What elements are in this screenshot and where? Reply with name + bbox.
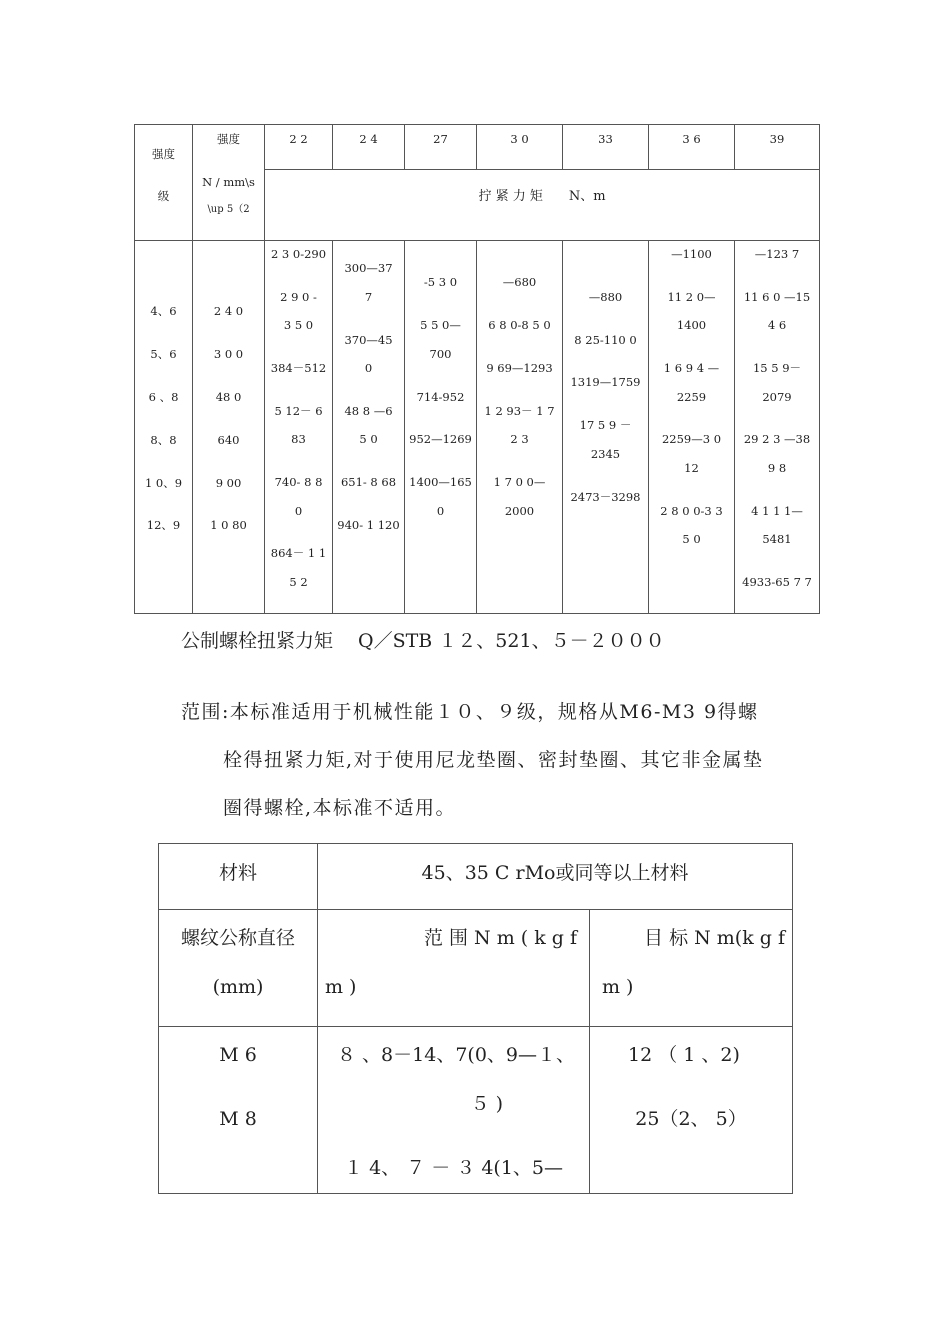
range-column: ８ 、8－14、7(0、9—１、 ５ ) １ 4、 ７ － ３ 4(1、5— bbox=[318, 1027, 590, 1194]
scope-line: 圈得螺栓,本标准不适用。 bbox=[223, 797, 457, 819]
torque-column-39: —123 7 11 6 0 —15 4 6 15 5 9－ 2079 29 2 3 —38 9 8 4 1 1 1— 5481 4933-65 7 7 bbox=[735, 241, 820, 614]
size-header: 27 bbox=[405, 125, 477, 170]
torque-column-27: -5 3 0 5 5 0— 700 714-952 952—1269 1400—165 0 bbox=[405, 241, 477, 614]
torque-column-30: —680 6 8 0-8 5 0 9 69—1293 1 2 93－ 1 7 2 3 1 7 0 0— 2000 bbox=[477, 241, 563, 614]
torque-column-36: —1100 11 2 0— 1400 1 6 9 4 — 2259 2259—3 0 12 2 8 0 0-3 3 5 0 bbox=[649, 241, 735, 614]
torque-column-24: 300—37 7 370—45 0 48 8 —6 5 0 651- 8 68 940- 1 120 bbox=[333, 241, 405, 614]
target-header: 目 标 N m(k g f m ) bbox=[590, 910, 793, 1027]
header-strength: 强度 N / mm\s \up 5（2 bbox=[193, 125, 265, 241]
header-grade: 强度 级 bbox=[135, 125, 193, 241]
torque-column-22: 2 3 0-290 2 9 0 - 3 5 0 384－512 5 12－ 6 83 740- 8 8 0 864－ 1 1 5 2 bbox=[265, 241, 333, 614]
material-value: 45、35 C rMo或同等以上材料 bbox=[318, 844, 793, 910]
torque-column-33: —880 8 25-110 0 1319—1759 17 5 9 － 2345 2473－3298 bbox=[563, 241, 649, 614]
strength-column: 2 4 0 3 0 0 48 0 640 9 00 1 0 80 bbox=[193, 241, 265, 614]
size-header: 39 bbox=[735, 125, 820, 170]
torque-table bbox=[134, 124, 820, 614]
size-header: 2 2 bbox=[265, 125, 333, 170]
scope-line: 栓得扭紧力矩,对于使用尼龙垫圈、密封垫圈、其它非金属垫 bbox=[223, 749, 764, 771]
material-label: 材料 bbox=[159, 844, 318, 910]
range-header: 范 围 N m ( k g f m ) bbox=[318, 910, 590, 1027]
scope-paragraph bbox=[181, 688, 821, 832]
size-header: 33 bbox=[563, 125, 649, 170]
grade-column: 4、6 5、6 6 、8 8、8 1 0、9 12、9 bbox=[135, 241, 193, 614]
diameter-header: 螺纹公称直径 (mm) bbox=[159, 910, 318, 1027]
size-header: 2 4 bbox=[333, 125, 405, 170]
size-header: 3 6 bbox=[649, 125, 735, 170]
size-column: M 6 M 8 bbox=[159, 1027, 318, 1194]
material-torque-table bbox=[158, 843, 793, 1194]
torque-unit-header: 拧 紧 力 矩 N、m bbox=[265, 170, 820, 241]
size-header: 3 0 bbox=[477, 125, 563, 170]
scope-line: 范围:本标准适用于机械性能１０、９级，规格从M6-M3 9得螺 bbox=[181, 701, 759, 723]
standard-caption: 公制螺栓扭紧力矩 Q／STB １２、521、５－２０００ bbox=[181, 630, 665, 652]
target-column: 12 （ 1 、2) 25（2、 5） bbox=[590, 1027, 793, 1194]
